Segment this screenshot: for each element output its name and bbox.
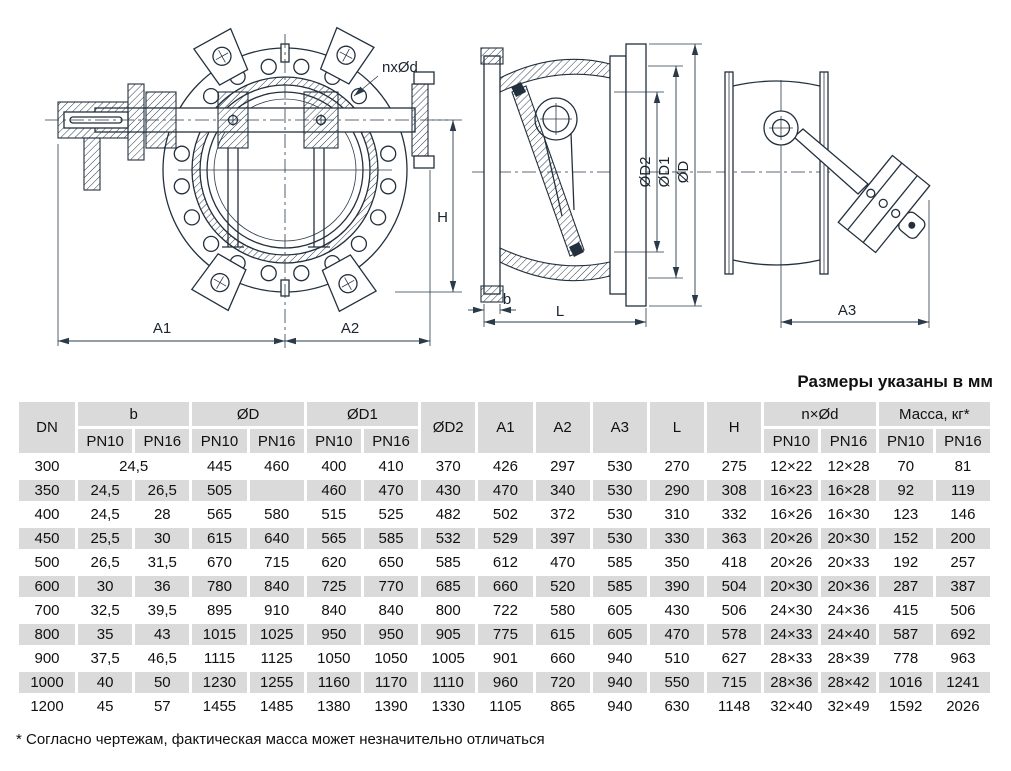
col-header-d1: ØD1 xyxy=(307,402,418,426)
table-cell: 28×33 xyxy=(770,650,813,667)
table-cell: 28×36 xyxy=(764,672,818,693)
table-cell: 43 xyxy=(135,624,189,645)
table-cell: 470 xyxy=(550,554,576,571)
table-cell: 725 xyxy=(307,576,361,597)
table-cell xyxy=(250,480,304,501)
table-cell: 45 xyxy=(96,698,114,715)
table-cell: 24,5 xyxy=(78,480,132,501)
table-cell: 901 xyxy=(492,650,518,667)
table-cell: 510 xyxy=(664,650,690,667)
label-n-holes: nxØd xyxy=(382,59,418,76)
table-row xyxy=(19,456,990,477)
table-cell: 415 xyxy=(893,602,919,619)
table-cell: 715 xyxy=(264,554,290,571)
table-cell: 910 xyxy=(264,602,290,619)
table-cell: 1105 xyxy=(489,698,522,715)
table-cell: 1148 xyxy=(718,698,751,715)
label-d2: ØD2 xyxy=(637,156,654,188)
table-cell: 430 xyxy=(421,480,475,501)
table-cell: 780 xyxy=(192,576,246,597)
table-cell: 16×23 xyxy=(764,480,818,501)
table-cell: 895 xyxy=(206,602,232,619)
col-header-d: ØD xyxy=(192,402,303,426)
table-cell: 20×36 xyxy=(821,576,875,597)
table-cell: 1241 xyxy=(936,672,990,693)
table-cell: 722 xyxy=(492,602,518,619)
table-cell: 20×26 xyxy=(764,528,818,549)
label-a3: A3 xyxy=(837,302,857,319)
table-cell: 28 xyxy=(153,506,171,523)
table-cell: 1005 xyxy=(431,650,465,667)
table-cell: 775 xyxy=(478,624,532,645)
table-cell: 620 xyxy=(321,554,347,571)
table-cell: 470 xyxy=(364,480,418,501)
table-cell: 1455 xyxy=(202,698,237,715)
table-cell: 70 xyxy=(897,458,915,475)
table-cell: 1025 xyxy=(250,624,304,645)
table-cell: 16×26 xyxy=(770,506,813,523)
table-cell: 40 xyxy=(78,672,132,693)
section-view xyxy=(468,44,715,327)
table-cell: 1050 xyxy=(374,650,408,667)
table-cell: 585 xyxy=(364,528,418,549)
table-cell: 940 xyxy=(607,650,633,667)
table-cell: 865 xyxy=(550,698,576,715)
dn-cell: 350 xyxy=(19,480,75,501)
table-cell: 24×40 xyxy=(821,624,875,645)
table-cell: 1125 xyxy=(260,650,293,667)
col-subheader-pn16: PN16 xyxy=(821,429,875,453)
dn-cell: 700 xyxy=(34,602,60,619)
col-header-a2: A2 xyxy=(536,402,590,453)
table-row xyxy=(19,504,990,525)
table-cell: 502 xyxy=(492,506,518,523)
dn-cell: 500 xyxy=(34,554,60,571)
table-cell: 580 xyxy=(264,506,290,523)
table-cell: 585 xyxy=(593,576,647,597)
table-cell: 615 xyxy=(536,624,590,645)
col-subheader-pn16: PN16 xyxy=(135,429,189,453)
table-cell: 12×22 xyxy=(770,458,813,475)
table-cell: 640 xyxy=(250,528,304,549)
table-cell: 35 xyxy=(78,624,132,645)
table-row xyxy=(19,624,990,645)
table-cell: 418 xyxy=(721,554,747,571)
col-subheader-pn16: PN16 xyxy=(364,429,418,453)
table-cell: 905 xyxy=(421,624,475,645)
table-cell: 1255 xyxy=(250,672,304,693)
table-cell: 950 xyxy=(307,624,361,645)
table-row xyxy=(19,528,990,549)
table-row xyxy=(19,648,990,669)
table-cell: 24,5 xyxy=(119,458,149,475)
col-header-b: b xyxy=(78,402,189,426)
table-cell: 940 xyxy=(607,698,633,715)
table-cell: 2026 xyxy=(946,698,980,715)
col-header-d2: ØD2 xyxy=(421,402,475,453)
table-cell: 1170 xyxy=(364,672,418,693)
table-cell: 445 xyxy=(206,458,232,475)
table-cell: 16×28 xyxy=(821,480,875,501)
table-cell: 525 xyxy=(378,506,404,523)
table-cell: 660 xyxy=(478,576,532,597)
table-cell: 50 xyxy=(135,672,189,693)
front-view xyxy=(45,28,462,350)
table-cell: 57 xyxy=(153,698,171,715)
table-cell: 692 xyxy=(936,624,990,645)
table-cell: 800 xyxy=(435,602,461,619)
table-cell: 530 xyxy=(607,458,633,475)
table-cell: 92 xyxy=(879,480,933,501)
dn-cell: 800 xyxy=(19,624,75,645)
col-header-h: H xyxy=(707,402,761,453)
table-cell: 123 xyxy=(893,506,919,523)
col-header-l: L xyxy=(650,402,704,453)
label-l: L xyxy=(555,303,565,320)
table-cell: 460 xyxy=(307,480,361,501)
table-row xyxy=(19,480,990,501)
label-a2: A2 xyxy=(340,320,360,337)
table-cell: 390 xyxy=(650,576,704,597)
table-cell: 1110 xyxy=(421,672,475,693)
table-cell: 520 xyxy=(536,576,590,597)
table-cell: 39,5 xyxy=(147,602,177,619)
table-cell: 20×26 xyxy=(770,554,813,571)
table-cell: 565 xyxy=(307,528,361,549)
table-cell: 81 xyxy=(954,458,972,475)
table-cell: 587 xyxy=(879,624,933,645)
table-cell: 1015 xyxy=(192,624,246,645)
table-cell: 152 xyxy=(879,528,933,549)
table-cell: 840 xyxy=(378,602,404,619)
table-cell: 36 xyxy=(135,576,189,597)
dn-cell: 400 xyxy=(34,506,60,523)
table-cell: 25,5 xyxy=(78,528,132,549)
table-cell: 340 xyxy=(536,480,590,501)
col-subheader-pn10: PN10 xyxy=(764,429,818,453)
table-cell: 46,5 xyxy=(147,650,177,667)
table-cell: 332 xyxy=(721,506,747,523)
table-cell: 505 xyxy=(192,480,246,501)
table-cell: 1050 xyxy=(317,650,351,667)
table-cell: 350 xyxy=(664,554,690,571)
table-cell: 28×39 xyxy=(827,650,870,667)
table-cell: 30 xyxy=(78,576,132,597)
table-cell: 532 xyxy=(421,528,475,549)
table-cell: 630 xyxy=(664,698,690,715)
label-a1: A1 xyxy=(152,320,172,337)
table-cell: 1390 xyxy=(374,698,408,715)
table-cell: 504 xyxy=(707,576,761,597)
table-cell: 840 xyxy=(250,576,304,597)
dn-cell: 300 xyxy=(34,458,60,475)
dn-cell: 900 xyxy=(34,650,60,667)
table-cell: 24×30 xyxy=(770,602,813,619)
table-cell: 650 xyxy=(378,554,404,571)
table-cell: 426 xyxy=(492,458,518,475)
table-cell: 287 xyxy=(879,576,933,597)
table-cell: 585 xyxy=(607,554,633,571)
table-cell: 308 xyxy=(707,480,761,501)
table-cell: 24×33 xyxy=(764,624,818,645)
label-b: b xyxy=(502,291,512,308)
table-cell: 506 xyxy=(950,602,976,619)
table-cell: 585 xyxy=(435,554,461,571)
table-cell: 685 xyxy=(421,576,475,597)
col-header-a1: A1 xyxy=(478,402,532,453)
table-cell: 580 xyxy=(550,602,576,619)
table-cell: 363 xyxy=(707,528,761,549)
col-header-mass: Масса, кг* xyxy=(879,402,990,426)
table-cell: 950 xyxy=(364,624,418,645)
col-subheader-pn10: PN10 xyxy=(78,429,132,453)
table-cell: 578 xyxy=(707,624,761,645)
table-cell: 530 xyxy=(593,528,647,549)
dn-cell: 1000 xyxy=(19,672,75,693)
table-cell: 16×30 xyxy=(827,506,870,523)
table-cell: 605 xyxy=(593,624,647,645)
table-cell: 37,5 xyxy=(90,650,120,667)
table-cell: 660 xyxy=(550,650,576,667)
table-cell: 550 xyxy=(650,672,704,693)
table-cell: 430 xyxy=(664,602,690,619)
table-cell: 1485 xyxy=(259,698,294,715)
table-cell: 530 xyxy=(607,506,633,523)
table-cell: 482 xyxy=(435,506,461,523)
table-cell: 32,5 xyxy=(90,602,120,619)
table-cell: 605 xyxy=(607,602,633,619)
table-cell: 1230 xyxy=(192,672,246,693)
table-cell: 1016 xyxy=(879,672,933,693)
table-cell: 1330 xyxy=(431,698,465,715)
dimensions-table xyxy=(16,399,993,720)
col-subheader-pn10: PN10 xyxy=(879,429,933,453)
table-cell: 12×28 xyxy=(827,458,870,475)
table-cell: 529 xyxy=(478,528,532,549)
table-cell: 778 xyxy=(893,650,919,667)
table-cell: 960 xyxy=(478,672,532,693)
col-subheader-pn16: PN16 xyxy=(250,429,304,453)
table-cell: 192 xyxy=(893,554,919,571)
col-header-a3: A3 xyxy=(593,402,647,453)
table-row xyxy=(19,552,990,573)
table-cell: 146 xyxy=(950,506,976,523)
table-row xyxy=(19,600,990,621)
table-cell: 506 xyxy=(721,602,747,619)
table-cell: 397 xyxy=(536,528,590,549)
table-cell: 840 xyxy=(321,602,347,619)
table-cell: 119 xyxy=(936,480,990,501)
table-cell: 1160 xyxy=(307,672,361,693)
table-cell: 26,5 xyxy=(135,480,189,501)
table-cell: 372 xyxy=(550,506,576,523)
table-cell: 28×42 xyxy=(821,672,875,693)
table-cell: 24×36 xyxy=(827,602,870,619)
table-cell: 257 xyxy=(950,554,976,571)
table-cell: 515 xyxy=(321,506,347,523)
table-cell: 615 xyxy=(192,528,246,549)
table-cell: 24,5 xyxy=(90,506,120,523)
table-cell: 275 xyxy=(721,458,747,475)
table-cell: 200 xyxy=(936,528,990,549)
col-header-dn: DN xyxy=(19,402,75,453)
col-subheader-pn16: PN16 xyxy=(936,429,990,453)
table-cell: 470 xyxy=(478,480,532,501)
table-cell: 940 xyxy=(593,672,647,693)
table-cell: 310 xyxy=(664,506,690,523)
col-header-nd: n×Ød xyxy=(764,402,875,426)
table-cell: 565 xyxy=(206,506,232,523)
table-row xyxy=(19,696,990,717)
label-h: H xyxy=(437,209,448,226)
table-cell: 470 xyxy=(650,624,704,645)
dn-cell: 1200 xyxy=(30,698,64,715)
units-note: Размеры указаны в мм xyxy=(797,372,993,391)
table-cell: 330 xyxy=(650,528,704,549)
table-cell: 1592 xyxy=(889,698,923,715)
table-cell: 460 xyxy=(264,458,290,475)
table-cell: 20×30 xyxy=(764,576,818,597)
table-cell: 400 xyxy=(321,458,347,475)
table-cell: 963 xyxy=(950,650,976,667)
table-row xyxy=(19,576,990,597)
table-cell: 627 xyxy=(721,650,747,667)
table-cell: 720 xyxy=(536,672,590,693)
table-cell: 770 xyxy=(364,576,418,597)
footnote: * Согласно чертежам, фактическая масса может незначительно отличаться xyxy=(16,731,545,748)
table-cell: 31,5 xyxy=(147,554,177,571)
dn-cell: 600 xyxy=(19,576,75,597)
side-view xyxy=(716,72,947,328)
technical-drawing xyxy=(0,0,1011,362)
col-subheader-pn10: PN10 xyxy=(307,429,361,453)
table-cell: 410 xyxy=(378,458,404,475)
table-cell: 32×40 xyxy=(770,698,813,715)
table-row xyxy=(19,672,990,693)
dn-cell: 450 xyxy=(19,528,75,549)
table-cell: 370 xyxy=(435,458,461,475)
table-cell: 612 xyxy=(492,554,518,571)
table-cell: 297 xyxy=(550,458,576,475)
table-cell: 1380 xyxy=(317,698,351,715)
table-cell: 715 xyxy=(707,672,761,693)
table-cell: 1115 xyxy=(203,650,236,667)
table-cell: 20×30 xyxy=(821,528,875,549)
label-d: ØD xyxy=(675,160,692,184)
table-cell: 270 xyxy=(664,458,690,475)
table-cell: 26,5 xyxy=(90,554,120,571)
table-cell: 530 xyxy=(593,480,647,501)
table-cell: 387 xyxy=(936,576,990,597)
table-cell: 32×49 xyxy=(827,698,870,715)
label-d1: ØD1 xyxy=(656,156,673,188)
col-subheader-pn10: PN10 xyxy=(192,429,246,453)
table-cell: 20×33 xyxy=(827,554,870,571)
table-cell: 30 xyxy=(135,528,189,549)
table-cell: 670 xyxy=(206,554,232,571)
table-cell: 290 xyxy=(650,480,704,501)
